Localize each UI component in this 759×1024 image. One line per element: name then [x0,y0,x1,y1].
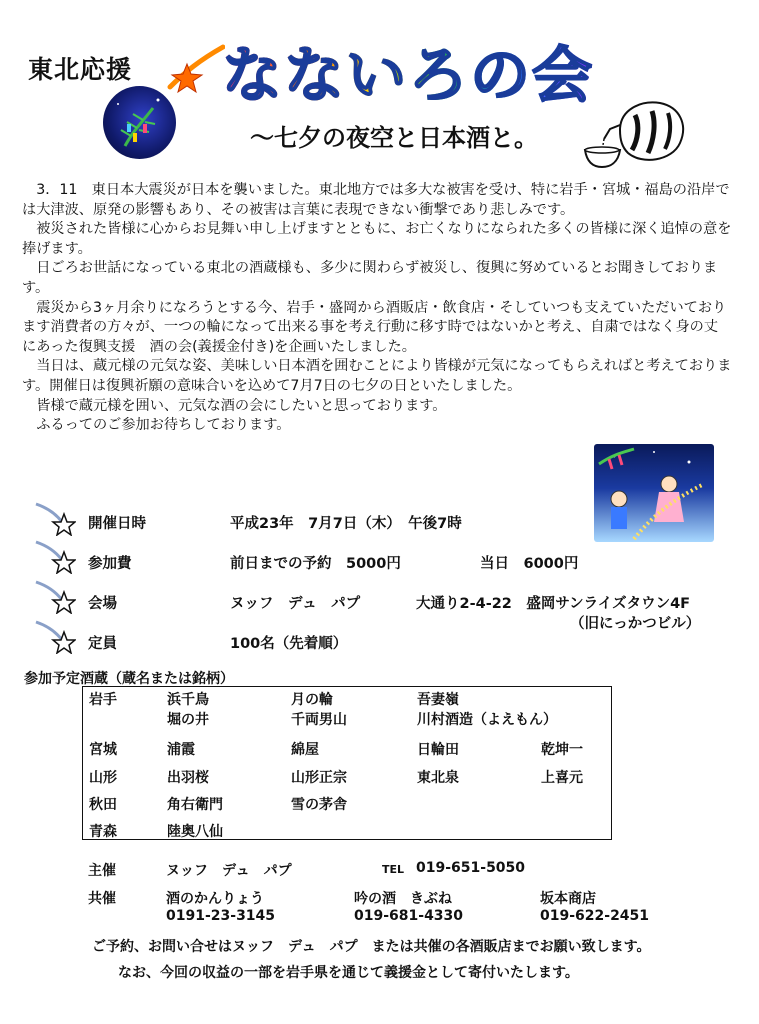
star-bullet-icon [34,578,76,614]
brewery-cell: 川村酒造（よえもん） [417,712,557,728]
pref-cell: 山形 [89,770,117,786]
host-label: 主催 [88,863,116,879]
co-tel: 019-622-2451 [540,908,650,924]
brewery-cell: 浜千鳥 [167,692,209,708]
tanabata-illustration-icon [594,444,714,542]
brewery-cell: 綿屋 [291,742,319,758]
star-bullet-icon [34,618,76,654]
venue-name: ヌッフ デュ パプ [230,596,361,612]
footer-line-2: なお、今回の収益の一部を岩手県を通じて義援金として寄付いたします。 [118,965,579,981]
pref-cell: 岩手 [89,692,117,708]
brewery-cell: 陸奥八仙 [167,824,223,840]
pref-cell: 青森 [89,824,117,840]
co-tel: 019-681-4330 [354,908,464,924]
brewery-heading: 参加予定酒蔵（蔵名または銘柄） [24,671,234,687]
body-paragraph: 3．11 東日本大震災が日本を襲いました。東北地方では多大な被害を受け、特に岩手・宮城・福島の沿岸では大津波、原発の影響もあり、その被害は言葉に表現できない衝撃であり悲しみです。 [22,182,730,218]
brewery-cell: 出羽桜 [167,770,209,786]
venue-address: 大通り2-4-22 盛岡サンライズタウン4F [416,596,691,612]
date-label: 開催日時 [88,516,146,532]
brewery-table [82,686,612,840]
co-name: 吟の酒 きぶね [354,891,452,907]
subtitle: 〜七夕の夜空と日本酒と。 [250,124,538,152]
pref-cell: 宮城 [89,742,117,758]
capacity-label: 定員 [88,636,117,652]
co-label: 共催 [88,891,116,907]
pref-cell: 秋田 [89,797,117,813]
brewery-cell: 角右衛門 [167,797,223,813]
capacity-value: 100名（先着順） [230,636,348,652]
venue-label: 会場 [88,596,117,612]
footer-line-1: ご予約、お問い合せはヌッフ デュ パプ または共催の各酒販店までお願い致します。 [92,939,651,955]
co-tel: 0191-23-3145 [166,908,276,924]
main-title: なないろの会 [222,28,594,114]
brewery-cell: 吾妻嶺 [417,692,459,708]
fee-advance: 前日までの予約 5000円 [230,556,401,572]
date-value: 平成23年 7月7日（木） 午後7時 [230,516,462,532]
body-text [22,181,732,436]
host-tel-label: TEL [382,863,405,876]
fee-door: 当日 6000円 [480,556,579,572]
star-bullet-icon [34,500,76,536]
moon-bamboo-icon [103,86,176,159]
brewery-cell: 月の輪 [291,692,333,708]
brewery-cell: 山形正宗 [291,770,347,786]
brewery-cell: 千両男山 [291,712,347,728]
brewery-cell: 雪の茅舎 [291,797,347,813]
body-paragraph: 当日は、蔵元様の元気な姿、美味しい日本酒を囲むことにより皆様が元気になってもらえればと考えております。開催日は復興祈願の意味合いを込めて7月7日の七夕の日といたしました。 [22,358,732,394]
body-paragraph: 日ごろお世話になっている東北の酒蔵様も、多少に関わらず被災し、復興に努めているとお聞きしております。 [22,260,718,296]
brewery-cell: 日輪田 [417,742,459,758]
brewery-cell: 東北泉 [417,770,459,786]
co-name: 坂本商店 [540,891,596,907]
body-paragraph: 被災された皆様に心からお見舞い申し上げますとともに、お亡くなりになられた多くの皆様に深く追悼の意を捧げます。 [22,221,732,257]
brewery-cell: 乾坤一 [541,742,583,758]
star-bullet-icon [34,538,76,574]
host-tel: 019-651-5050 [416,860,526,876]
venue-note: （旧にっかつビル） [570,616,701,632]
body-paragraph: 皆様で蔵元様を囲い、元気な酒の会にしたいと思っております。 [36,397,447,414]
sake-bottle-icon [580,95,690,170]
header-left-title: 東北応援 [28,55,133,84]
brewery-cell: 堀の井 [167,712,209,728]
body-paragraph: 震災から3ヶ月余りになろうとする今、岩手・盛岡から酒販店・飲食店・そしていつも支えていただいております消費者の方々が、一つの輪になって出来る事を考え行動に移す時ではないかと考え、自粛ではなく身の丈にあった復興支援 酒の会(義援金付き)を企画いたしました。 [22,299,727,355]
co-name: 酒のかんりょう [166,891,264,907]
host-name: ヌッフ デュ パプ [166,863,292,879]
brewery-cell: 上喜元 [541,770,583,786]
brewery-cell: 浦霞 [167,742,195,758]
fee-label: 参加費 [88,556,132,572]
body-paragraph: ふるってのご参加お待ちしております。 [36,417,291,434]
